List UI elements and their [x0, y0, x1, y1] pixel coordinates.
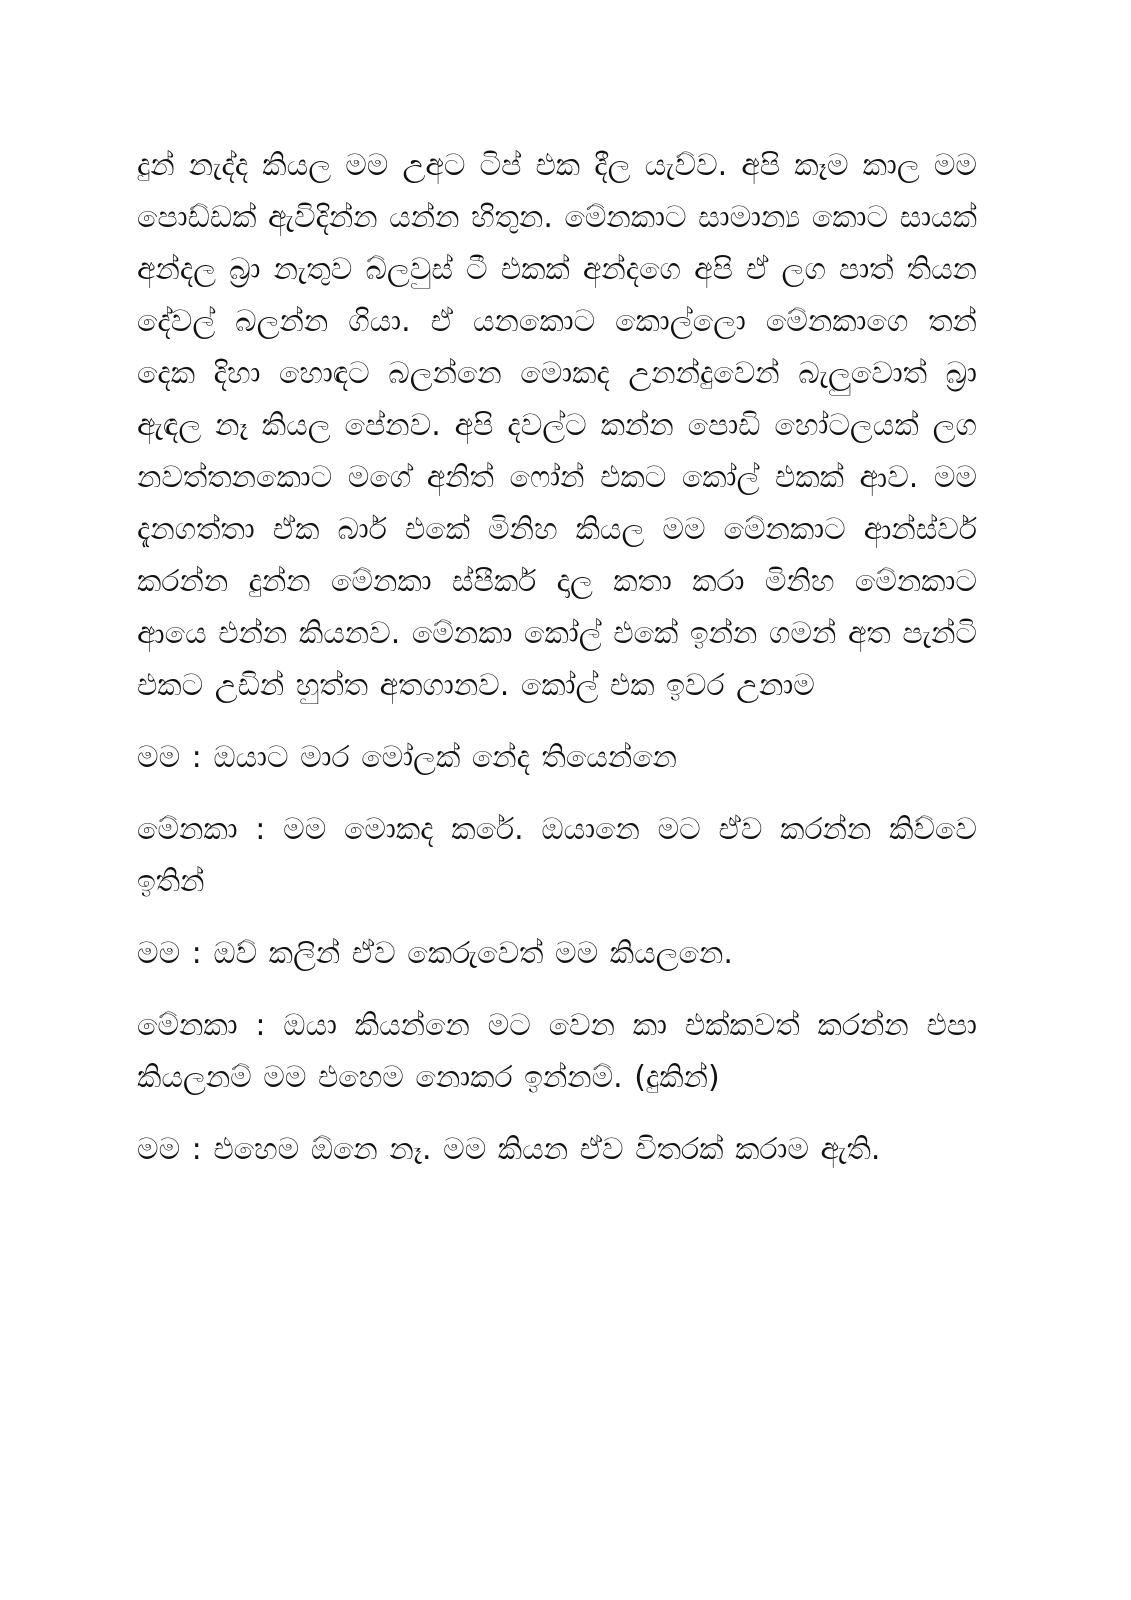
dialogue-line-4: මේනකා : ඔයා කියන්නෙ මට වෙන කා එක්කවත් කරන්න එපා කියලනම් මම එහෙම නොකර ඉන්නම්. (දුකින්)	[137, 1008, 977, 1095]
dialogue-line-5: මම : එහෙම ඕනෙ නෑ. මම කියන ඒව විතරක් කරාම ඇති.	[137, 1132, 881, 1167]
story-text	[137, 140, 977, 1196]
dialogue-line-1: මම : ඔයාට මාර මෝලක් නේද තියෙන්නෙ	[137, 740, 678, 775]
dialogue-line-2: මේනකා : මම මොකද කරේ. ඔයානෙ මට ඒව කරන්න කිව්වෙ ඉතින්	[137, 812, 977, 899]
narrative-paragraph: දුන් නැද්ද කියල මම උඅට ටිප් එක දීල යැව්ව. අපි කෑම කාල මම පොඩ්ඩක් ඇවිදින්න යන්න හිතුන. මේනකාට සාමාන්‍ය කොට සායක් අන්දල බ්‍රා නැතුව බ්ලවුස් ටී එකක් අන්දගෙ අපි ඒ ලග පාත් තියන දේවල් බලන්න ගියා. ඒ යනකොට කොල්ලො මේනකාගෙ තන් දෙක දිහා හොඳට බලන්නෙ මොකද උනන්දුවෙන් බැලුවොත් බ්‍රා ඇඳල නෑ කියල පේනව. අපි දවල්ට කන්න පොඩි හෝටලයක් ලග නවත්තනකොට මගේ අනිත් ෆෝන් එකට කෝල් එකක් ආව. මම දැනගත්තා ඒක බාර් එකේ මිනිහ කියල මම මේනකාට ආන්ස්වර් කරන්න දුන්න මේනකා ස්පීකර් දාල කතා කරා මිනිහ මේනකාට ආයෙ එන්න කියනව. මේනකා කෝල් එකේ ඉන්න ගමන් අත පැන්ටි එකට උඩින් හුත්ත අතගානව. කෝල් එක ඉවර උනාම	[137, 148, 977, 703]
dialogue-line-3: මම : ඔව් කලින් ඒව කෙරුවෙත් මම කියලනෙ.	[137, 936, 733, 971]
